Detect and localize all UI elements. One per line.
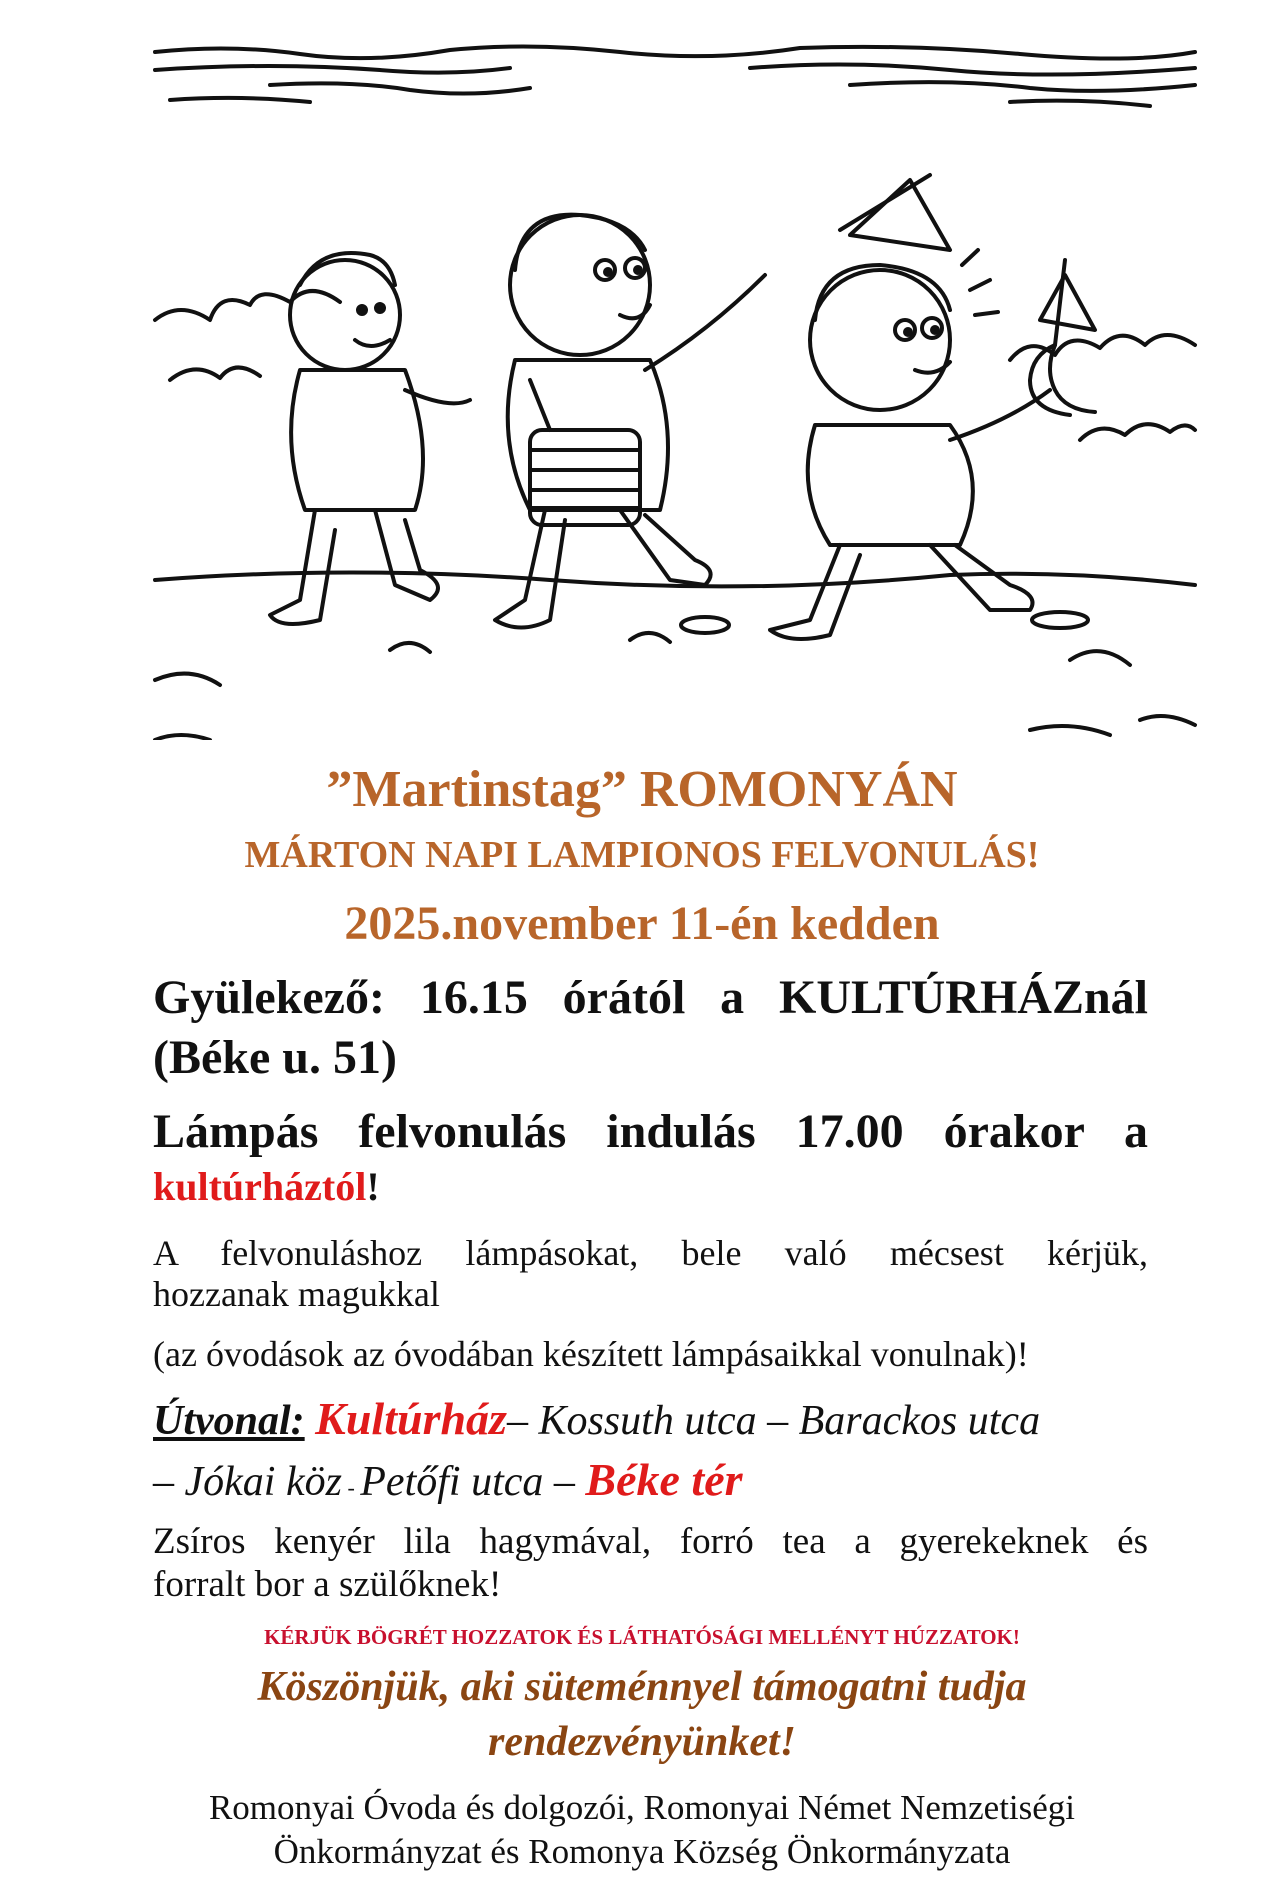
mug-vest-request: KÉRJÜK BÖGRÉT HOZZATOK ÉS LÁTHATÓSÁGI MELLÉNYT HÚZZATOK! bbox=[264, 1625, 1020, 1649]
parade-line-2 bbox=[153, 1163, 1148, 1210]
organizers-line-1: Romonyai Óvoda és dolgozói, Romonyai Német Nemzetiségi bbox=[208, 1788, 1076, 1827]
food-line-1: Zsíros kenyér lila hagymával, forró tea a gyerekeknek és bbox=[153, 1521, 1148, 1562]
route-small-dash: - bbox=[341, 1475, 361, 1500]
event-date: 2025.november 11-én kedden bbox=[344, 897, 940, 950]
parade-punct: ! bbox=[366, 1164, 380, 1209]
kindergarten-note: (az óvodások az óvodában készített lámpásaikkal vonulnak)! bbox=[153, 1334, 1029, 1374]
thanks-line-2: rendezvényünket! bbox=[488, 1719, 796, 1765]
parade-start-place: kultúrháztól bbox=[153, 1164, 367, 1209]
route-line-2 bbox=[153, 1453, 1148, 1506]
lantern-parade-illustration bbox=[150, 40, 1200, 740]
parade-line-1: Lámpás felvonulás indulás 17.00 órakor a bbox=[153, 1105, 1148, 1158]
gathering-line-2: (Béke u. 51) bbox=[153, 1031, 397, 1084]
event-title: ”Martinstag” ROMONYÁN bbox=[326, 761, 958, 818]
route-line-1 bbox=[153, 1392, 1128, 1445]
gathering-line-1: Gyülekező: 16.15 órától a KULTÚRHÁZnál bbox=[153, 971, 1148, 1024]
request-line-1: A felvonuláshoz lámpásokat, bele való mécsest kérjük, bbox=[153, 1233, 1148, 1273]
route-end: Béke tér bbox=[585, 1454, 743, 1505]
route-label: Útvonal: bbox=[153, 1398, 305, 1444]
route-start: Kultúrház bbox=[315, 1393, 507, 1444]
route-middle-2a: – Jókai köz bbox=[153, 1459, 342, 1505]
organizers-line-2: Önkormányzat és Romonya Község Önkormányzata bbox=[273, 1832, 1011, 1871]
event-subtitle: MÁRTON NAPI LAMPIONOS FELVONULÁS! bbox=[244, 834, 1040, 876]
request-line-2: hozzanak magukkal bbox=[153, 1274, 440, 1314]
route-middle-1: – Kossuth utca – Barackos utca bbox=[506, 1398, 1041, 1444]
thanks-line-1: Köszönjük, aki süteménnyel támogatni tudja bbox=[257, 1664, 1027, 1710]
route-middle-2b: Petőfi utca – bbox=[360, 1459, 586, 1505]
food-line-2: forralt bor a szülőknek! bbox=[153, 1564, 502, 1605]
